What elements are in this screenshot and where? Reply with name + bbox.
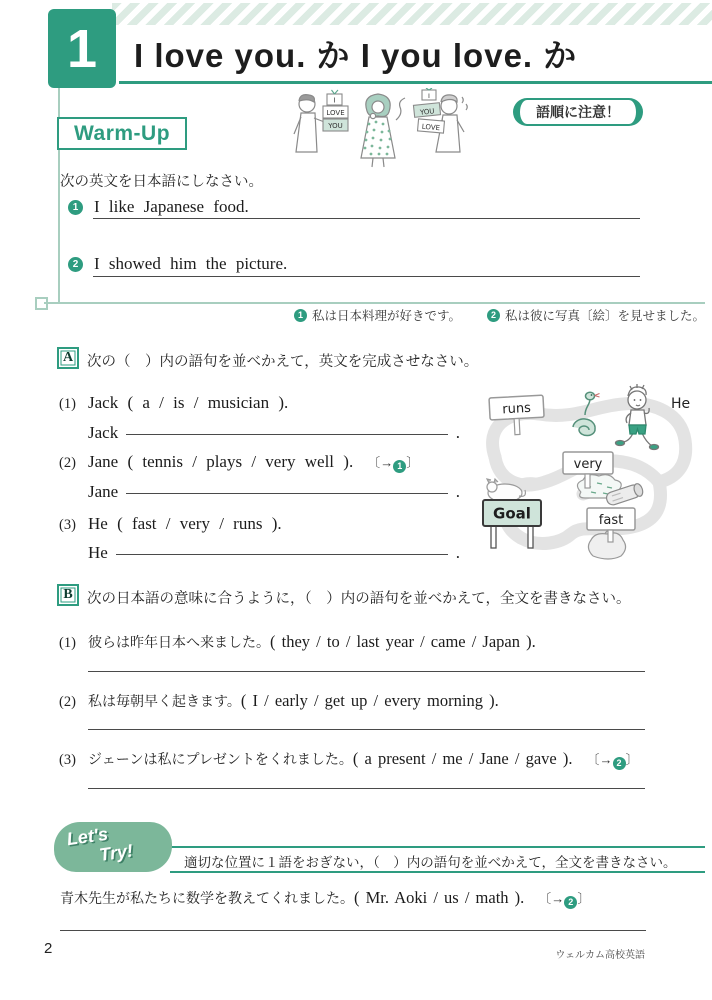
- item-number-circle: 2: [564, 896, 577, 909]
- section-b-label: B: [63, 587, 73, 602]
- reference-tag: 〔→ 2 〕: [538, 891, 591, 907]
- item-number: (3): [59, 752, 76, 768]
- japanese-sentence: ジェーンは私にプレゼントをくれました。: [88, 751, 353, 767]
- answer-line: [88, 671, 645, 672]
- gift-exchange-illustration: [283, 88, 501, 170]
- warmup-instruction: 次の英文を日本語にしなさい。: [60, 174, 263, 190]
- maze-illustration: [477, 382, 709, 568]
- section-a-label-box: [57, 347, 79, 369]
- lets-try-rule-top: [170, 846, 705, 848]
- answer-line: [88, 729, 645, 730]
- japanese-sentence: 私は毎朝早く起きます。: [88, 693, 241, 709]
- scrambled-words: ( I / early / get up / every morning ).: [240, 691, 499, 710]
- prompt-text: Jack ( a / is / musician ).: [88, 393, 289, 412]
- reference-tag: 〔→ 2 〕: [586, 752, 639, 768]
- item-number-circle: 2: [613, 757, 626, 770]
- answer-line: [126, 493, 448, 494]
- gift-box-label: YOU: [419, 107, 435, 117]
- item-number-circle: 1: [393, 460, 406, 473]
- maze-he-label: He: [671, 396, 691, 412]
- gift-box-label: LOVE: [326, 109, 345, 117]
- gift-box-label: I: [333, 96, 336, 105]
- answer-key-text: 私は日本料理が好きです。: [311, 309, 461, 323]
- gift-box-label: I: [428, 92, 430, 100]
- unit-number-box: [48, 9, 116, 88]
- trailing-period: .: [455, 423, 460, 442]
- answer-line: [88, 788, 645, 789]
- item-number-circle: 1: [294, 309, 307, 322]
- unit-number: 1: [66, 18, 98, 79]
- warmup-item-text: I showed him the picture.: [94, 254, 288, 273]
- maze-sign-very: very: [573, 457, 603, 472]
- item-number: (1): [59, 396, 76, 412]
- warmup-item-text: I like Japanese food.: [94, 197, 249, 216]
- answer-line: [93, 276, 640, 277]
- exercise-row: [60, 888, 590, 909]
- exercise-row: [59, 749, 639, 770]
- scrambled-words: ( Mr. Aoki / us / math ).: [354, 888, 525, 907]
- item-number-circle: 1: [68, 200, 83, 215]
- warmup-answer-key: [294, 306, 705, 324]
- japanese-sentence: 青木先生が私たちに数学を教えてくれました。: [60, 890, 354, 906]
- lets-try-badge: [54, 822, 172, 872]
- section-b-instruction: 次の日本語の意味に合うように，（ ）内の語句を並べかえて，全文を書きなさい。: [87, 591, 631, 607]
- scrambled-words: ( a present / me / Jane / gave ).: [352, 749, 573, 768]
- exercise-prompt: [88, 452, 419, 473]
- reference-tag: 〔→ 1 〕: [367, 455, 420, 471]
- scrambled-words: ( they / to / last year / came / Japan ).: [270, 632, 536, 651]
- stem-word: He: [88, 543, 108, 562]
- page-number: 2: [44, 940, 53, 957]
- lets-try-instruction: 適切な位置に１語をおぎない，（ ）内の語句を並べかえて，全文を書きなさい。: [184, 855, 677, 870]
- stem-word: Jane: [88, 482, 119, 501]
- maze-sign-fast: fast: [598, 513, 624, 528]
- answer-key-item: [294, 306, 461, 324]
- item-number: (2): [59, 694, 76, 710]
- answer-stem-row: [88, 423, 460, 443]
- trailing-period: .: [455, 482, 460, 501]
- answer-key-text: 私は彼に写真〔絵〕を見せました。: [504, 309, 705, 323]
- warmup-item: [68, 197, 249, 217]
- warmup-label: Warm-Up: [57, 117, 187, 150]
- maze-sign-runs: runs: [501, 400, 532, 418]
- answer-line: [116, 554, 448, 555]
- exercise-prompt: [88, 514, 282, 534]
- footer-brand: ウェルカム高校英語: [555, 950, 645, 961]
- section-a-label: A: [62, 350, 74, 365]
- japanese-sentence: 彼らは昨年日本へ来ました。: [88, 634, 270, 650]
- gift-box-label: LOVE: [421, 122, 441, 133]
- item-number: (1): [59, 635, 76, 651]
- section-a-instruction: 次の（ ）内の語句を並べかえて，英文を完成させなさい。: [87, 354, 479, 370]
- maze-sign-goal: Goal: [493, 504, 531, 523]
- answer-line: [126, 434, 448, 435]
- lets-try-badge-line2: Try!: [98, 840, 135, 865]
- title-underline: [119, 81, 712, 84]
- exercise-row: [59, 632, 536, 652]
- item-number: (3): [59, 517, 76, 533]
- answer-line: [93, 218, 640, 219]
- lets-try-badge-line1: Let's: [65, 823, 110, 850]
- item-number-circle: 2: [487, 309, 500, 322]
- answer-line: [60, 930, 646, 931]
- answer-stem-row: [88, 543, 460, 563]
- answer-stem-row: [88, 482, 460, 502]
- exercise-prompt: [88, 393, 288, 413]
- prompt-text: He ( fast / very / runs ).: [88, 514, 282, 533]
- lets-try-rule-bottom: [170, 871, 705, 873]
- trailing-period: .: [455, 543, 460, 562]
- header-stripe-band: [112, 3, 712, 25]
- warmup-item: [68, 254, 287, 274]
- item-number: (2): [59, 455, 76, 471]
- answer-key-item: [487, 306, 705, 324]
- section-b-label-box: [57, 584, 79, 606]
- gift-box-label: YOU: [328, 122, 343, 130]
- attention-badge: 語順に注意！: [513, 98, 643, 126]
- page-title: I love you. か I you love. か: [134, 37, 578, 74]
- exercise-row: [59, 691, 499, 711]
- prompt-text: Jane ( tennis / plays / very well ).: [88, 452, 354, 471]
- warmup-frame-line-horizontal: [44, 302, 705, 304]
- item-number-circle: 2: [68, 257, 83, 272]
- stem-word: Jack: [88, 423, 119, 442]
